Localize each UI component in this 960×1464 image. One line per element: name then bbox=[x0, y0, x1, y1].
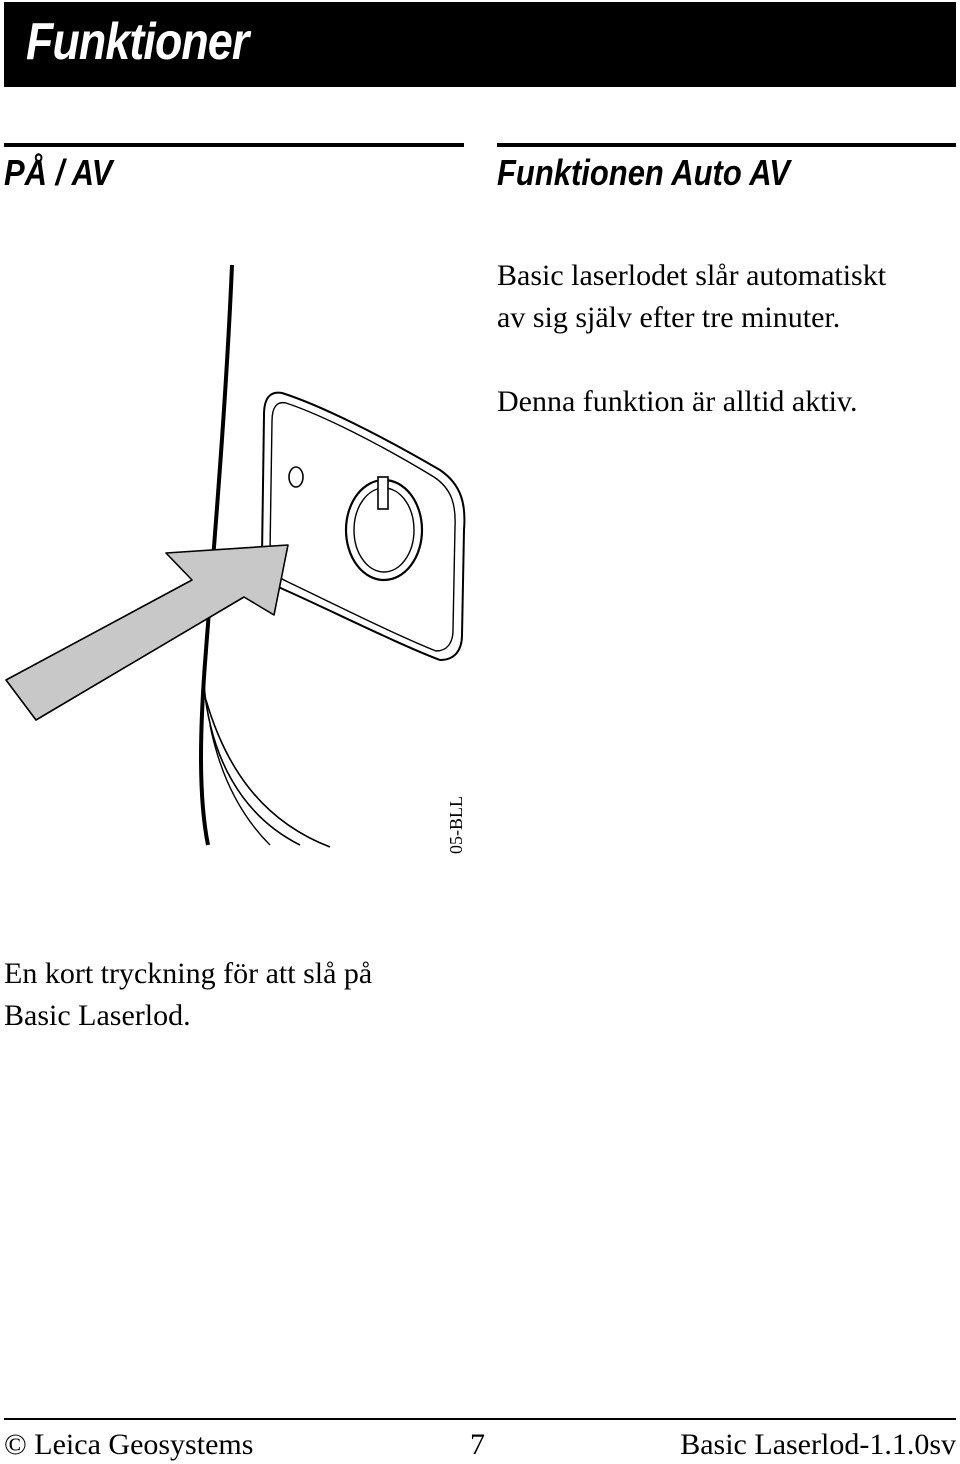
auto-off-description bbox=[497, 255, 886, 339]
caption-line-1: En kort tryckning för att slå på bbox=[4, 957, 373, 990]
auto-off-line-2: av sig själv efter tre minuter. bbox=[497, 301, 841, 334]
auto-off-line-1: Basic laserlodet slår automatiskt bbox=[497, 259, 887, 292]
footer-page-number: 7 bbox=[470, 1428, 485, 1461]
power-on-caption bbox=[4, 953, 372, 1037]
housing-curve-3 bbox=[210, 725, 270, 845]
figure-code-text: 05-BLL bbox=[446, 796, 466, 854]
power-symbol-stem bbox=[378, 477, 388, 509]
housing-curve-1 bbox=[204, 685, 300, 845]
figure-code bbox=[438, 792, 472, 854]
footer-rule bbox=[4, 1418, 956, 1420]
power-button-illustration bbox=[0, 255, 470, 855]
right-section-rule bbox=[497, 143, 956, 147]
pointing-arrow bbox=[6, 545, 288, 720]
always-active-note bbox=[497, 381, 857, 423]
always-active-line: Denna funktion är alltid aktiv. bbox=[497, 385, 858, 418]
header-bar bbox=[4, 2, 956, 87]
footer-doc-id: Basic Laserlod-1.1.0sv bbox=[680, 1428, 956, 1461]
led-indicator bbox=[289, 467, 303, 487]
left-section-heading: PÅ / AV bbox=[4, 152, 113, 193]
footer-copyright: © Leica Geosystems bbox=[4, 1428, 254, 1461]
caption-line-2: Basic Laserlod. bbox=[4, 999, 191, 1032]
button-panel-outer bbox=[262, 393, 464, 660]
left-section-rule bbox=[4, 143, 464, 147]
page-title: Funktioner bbox=[26, 13, 249, 71]
right-section-heading: Funktionen Auto AV bbox=[497, 152, 790, 193]
